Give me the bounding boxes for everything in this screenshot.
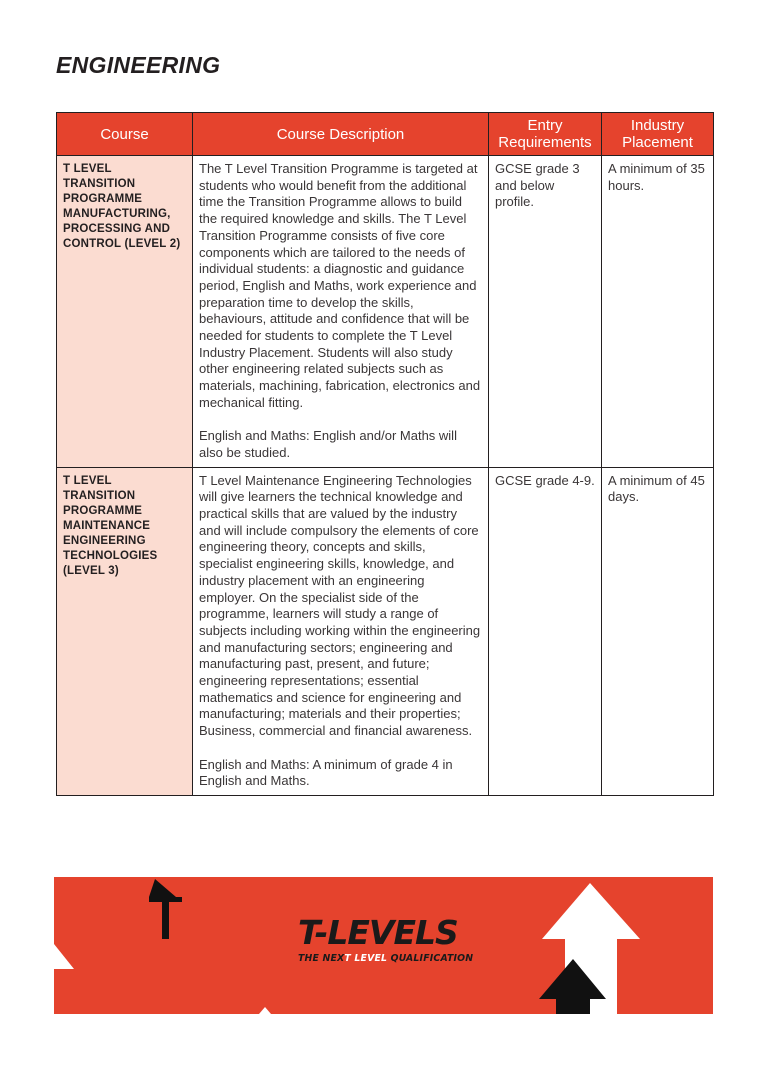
logo-text: T-LEVELS bbox=[298, 913, 458, 952]
table-header-row bbox=[57, 113, 714, 156]
header-industry-placement: Industry Placement bbox=[602, 113, 714, 156]
english-maths-text: English and Maths: A minimum of grade 4 in English and Maths. bbox=[199, 756, 453, 789]
tagline-accent: T LEVEL bbox=[344, 953, 388, 964]
table-row bbox=[57, 467, 714, 795]
tagline-part: THE NEX bbox=[298, 953, 345, 964]
description-text: T Level Maintenance Engineering Technologies will give learners the technical knowledge and practical skills that are valued by the industry and will include compulsory the elements of core engineering theory, concepts and skills, specialist engineering skills, knowledge, and industry placement with an engineering employer. On the specialist side of the programme, learners will study a range of subjects including working within the engineering and manufacturing sectors; engineering and manufacturing past, present, and future; engineering representations; essential mathematics and science for engineering and manufacturing; materials and their properties; Business, commercial and financial awareness. bbox=[199, 472, 481, 739]
page-title: ENGINEERING bbox=[56, 52, 221, 78]
t-levels-banner bbox=[54, 877, 713, 1014]
course-description bbox=[193, 156, 489, 468]
arrow-up-icon bbox=[149, 879, 182, 939]
tagline-part: QUALIFICATION bbox=[387, 953, 474, 964]
table-row bbox=[57, 156, 714, 468]
industry-placement: A minimum of 45 days. bbox=[602, 467, 714, 795]
header-entry-requirements: Entry Requirements bbox=[489, 113, 602, 156]
t-levels-logo bbox=[298, 915, 498, 965]
header-course-description: Course Description bbox=[193, 113, 489, 156]
notch-shape bbox=[259, 1007, 271, 1014]
course-name: T LEVEL TRANSITION PROGRAMME MANUFACTURING, PROCESSING AND CONTROL (LEVEL 2) bbox=[57, 156, 193, 468]
header-course: Course bbox=[57, 113, 193, 156]
industry-placement: A minimum of 35 hours. bbox=[602, 156, 714, 468]
entry-requirements: GCSE grade 4-9. bbox=[489, 467, 602, 795]
logo-tagline bbox=[298, 953, 498, 965]
course-name: T LEVEL TRANSITION PROGRAMME MAINTENANCE ENGINEERING TECHNOLOGIES (LEVEL 3) bbox=[57, 467, 193, 795]
course-table bbox=[56, 112, 714, 796]
english-maths-text: English and Maths: English and/or Maths will also be studied. bbox=[199, 428, 457, 460]
entry-requirements: GCSE grade 3 and below profile. bbox=[489, 156, 602, 468]
notch-shape bbox=[54, 944, 74, 969]
course-description bbox=[193, 467, 489, 795]
description-text: The T Level Transition Programme is targeted at students who would benefit from the additional time the Transition Programme allows to build the required knowledge and skills. The T Level Transition Programme consists of five core components which are tailored to the needs of individual students: a diagnostic and guidance period, English and Maths, work experience and preparation time to develop the skills, behaviours, attitude and confidence that will be needed for students to complete the T Level Industry Placement. Students will also study other engineering related subjects such as materials, machining, fabrication, electronics and mechanical fitting. bbox=[199, 161, 481, 410]
